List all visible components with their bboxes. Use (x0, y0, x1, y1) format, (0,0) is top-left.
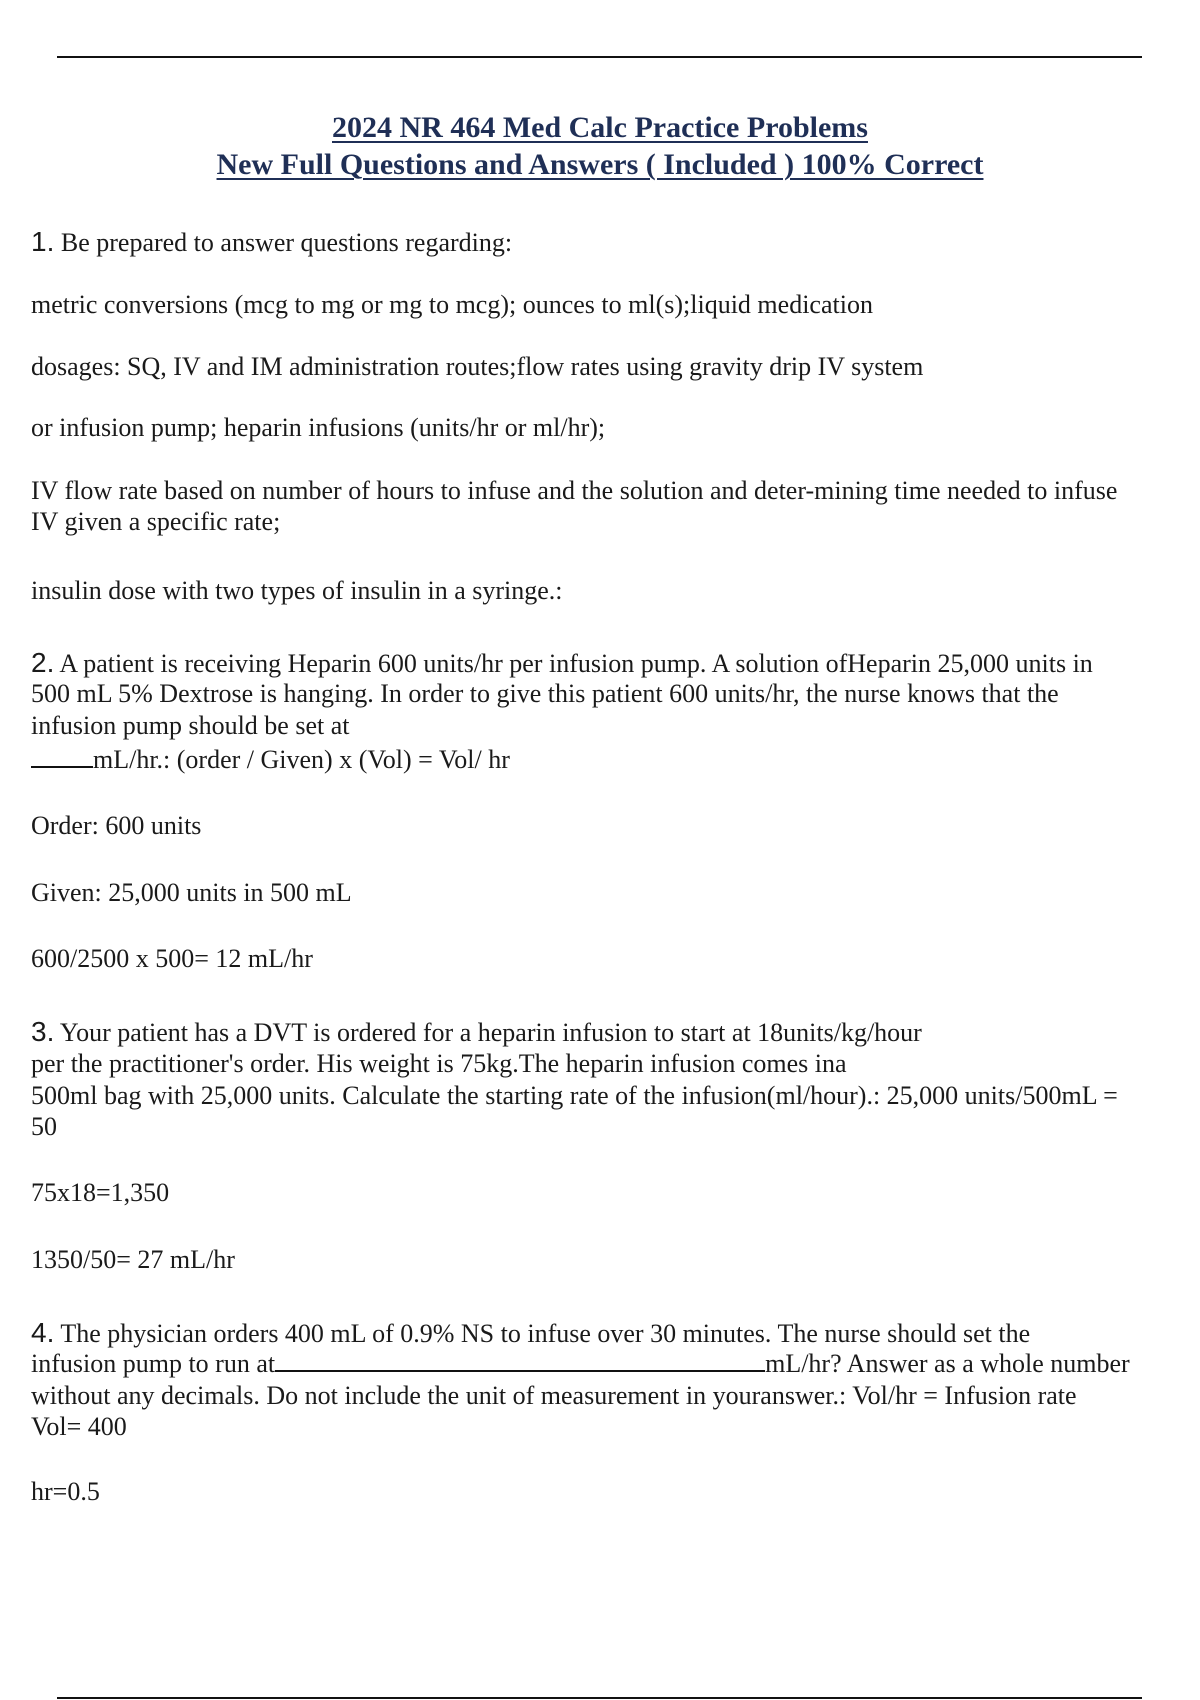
q1-number: 1. (31, 226, 55, 257)
top-rule (57, 56, 1142, 58)
q2-number: 2. (31, 647, 55, 678)
q2-text: infusion pump should be set at (31, 711, 350, 740)
q1-line: metric conversions (mcg to mg or mg to mcg); ounces to ml(s);liquid medication (31, 290, 873, 319)
q2-text: 2. A patient is receiving Heparin 600 units/hr per infusion pump. A solution ofHeparin 25,000 units in (31, 647, 1093, 678)
document-title: 2024 NR 464 Med Calc Practice Problems (332, 111, 868, 144)
q3-calculation: 1350/50= 27 mL/hr (31, 1245, 235, 1274)
q4-text: Vol= 400 (31, 1412, 127, 1441)
q2-calculation: 600/2500 x 500= 12 mL/hr (31, 944, 313, 973)
q4-number: 4. (31, 1317, 55, 1348)
q1-line: IV given a specific rate; (31, 507, 281, 536)
q3-text: per the practitioner's order. His weight is 75kg.The heparin infusion comes ina (31, 1049, 847, 1078)
q4-text: 4. The physician orders 400 mL of 0.9% NS to infuse over 30 minutes. The nurse should set the (31, 1317, 1031, 1348)
q2-text: 500 mL 5% Dextrose is hanging. In order to give this patient 600 units/hr, the nurse knows that the (31, 679, 1059, 708)
document-header (0, 109, 1200, 183)
answer-blank (31, 744, 93, 768)
q1-line: dosages: SQ, IV and IM administration routes;flow rates using gravity drip IV system (31, 352, 924, 381)
q3-text: 50 (31, 1112, 57, 1141)
bottom-rule (57, 1697, 1142, 1699)
document-subtitle: New Full Questions and Answers ( Included ) 100% Correct (216, 148, 984, 181)
q2-answer-line: mL/hr.: (order / Given) x (Vol) = Vol/ hr (31, 744, 510, 776)
q4-calculation: hr=0.5 (31, 1477, 100, 1506)
q3-number: 3. (31, 1016, 55, 1047)
q1-line: or infusion pump; heparin infusions (units/hr or ml/hr); (31, 413, 606, 442)
q3-text: 3. Your patient has a DVT is ordered for a heparin infusion to start at 18units/kg/hour (31, 1016, 922, 1047)
q4-text: infusion pump to run at mL/hr? Answer as a whole number (31, 1349, 1130, 1378)
q3-calculation: 75x18=1,350 (31, 1178, 170, 1207)
q3-text: 500ml bag with 25,000 units. Calculate the starting rate of the infusion(ml/hour).: 25,000 units/500mL = (31, 1081, 1118, 1110)
q1-line: insulin dose with two types of insulin in a syringe.: (31, 576, 563, 605)
q1-intro: 1. Be prepared to answer questions regarding: (31, 226, 513, 257)
q2-given: Given: 25,000 units in 500 mL (31, 878, 352, 907)
q1-line: IV flow rate based on number of hours to infuse and the solution and deter-mining time needed to infuse (31, 476, 1118, 505)
q4-text: without any decimals. Do not include the unit of measurement in youranswer.: Vol/hr = Infusion rate (31, 1381, 1077, 1410)
q2-order: Order: 600 units (31, 811, 202, 840)
answer-blank (275, 1348, 765, 1372)
